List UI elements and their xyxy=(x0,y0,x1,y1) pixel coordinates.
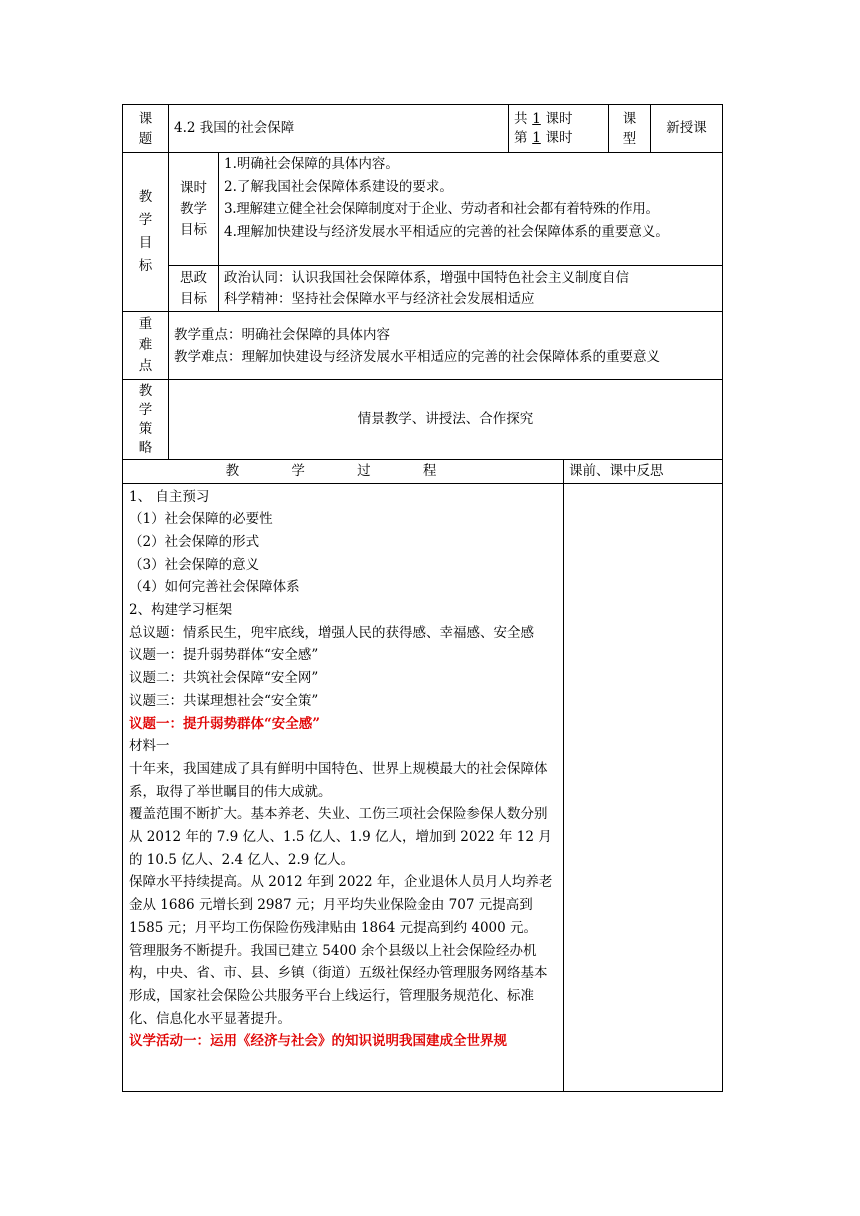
process-line: （4）如何完善社会保障体系 xyxy=(129,579,300,596)
class-hours xyxy=(509,105,609,153)
lesson-type-label-text: 课型 xyxy=(622,110,637,147)
process-line: 议题二：共筑社会保障“安全网” xyxy=(129,670,319,687)
ideology-objectives-label-text: 思政目标 xyxy=(180,269,207,307)
lesson-objectives-label-text: 课时教学目标 xyxy=(180,179,207,238)
hours-current-prefix: 第 xyxy=(514,129,528,146)
process-line: 材料一 xyxy=(129,738,170,755)
objective-item: 4.理解加快建设与经济发展水平相适应的完善的社会保障体系的重要意义。 xyxy=(224,223,669,240)
process-line: （3）社会保障的意义 xyxy=(129,556,260,573)
process-line: 议题一：提升弱势群体“安全感” xyxy=(129,715,321,732)
process-line: 议题三：共谋理想社会“安全策” xyxy=(129,692,319,709)
reflection-body xyxy=(564,483,723,1091)
process-line: 1、 自主预习 xyxy=(129,488,210,505)
lesson-objectives xyxy=(219,153,723,266)
process-line: 覆盖范围不断扩大。基本养老、失业、工伤三项社会保险参保人数分别从 2012 年的 7.9 亿人、1.5 亿人、1.9 亿人，增加到 2022 年 12 月的 10.5 亿人、2.4 亿人、2.9 亿人。 xyxy=(129,806,552,868)
teaching-difficulty: 教学难点：理解加快建设与经济发展水平相适应的完善的社会保障体系的重要意义 xyxy=(174,348,660,365)
topic-label xyxy=(123,105,169,153)
process-line: （1）社会保障的必要性 xyxy=(129,511,273,528)
lesson-type-label xyxy=(609,105,651,153)
objectives-label xyxy=(123,153,169,312)
hours-current-num: 1 xyxy=(532,129,541,146)
process-body xyxy=(123,483,564,1091)
process-line: 保障水平持续提高。从 2012 年到 2022 年，企业退休人员月人均养老金从 1686 元增长到 2987 元；月平均失业保险金由 707 元提高到 1585 元；月平均工伤保险伤残津贴由 1864 元提高到约 4000 元。 xyxy=(129,874,553,936)
process-line: 2、构建学习框架 xyxy=(129,602,233,619)
hours-total-prefix: 共 xyxy=(514,110,528,127)
strategy-label-text: 教学策略 xyxy=(138,382,153,456)
key-points-label xyxy=(123,312,169,380)
ideology-item: 科学精神：坚持社会保障水平与经济社会发展相适应 xyxy=(224,290,535,307)
ideology-item: 政治认同：认识我国社会保障体系，增强中国特色社会主义制度自信 xyxy=(224,269,629,286)
process-line: 议学活动一：运用《经济与社会》的知识说明我国建成全世界规 xyxy=(129,1033,507,1050)
process-header-text: 教 学 过 程 xyxy=(225,463,461,479)
lesson-info-table xyxy=(122,104,723,460)
lesson-objectives-label xyxy=(169,153,219,266)
hours-current-suffix: 课时 xyxy=(545,129,573,146)
objective-item: 2.了解我国社会保障体系建设的要求。 xyxy=(224,178,453,195)
strategy-value: 情景教学、讲授法、合作探究 xyxy=(169,380,723,460)
lesson-type-value: 新授课 xyxy=(651,105,723,153)
topic-value: 4.2 我国的社会保障 xyxy=(169,105,509,153)
hours-total-suffix: 课时 xyxy=(545,110,573,127)
process-line: （2）社会保障的形式 xyxy=(129,533,260,550)
objective-item: 3.理解建立健全社会保障制度对于企业、劳动者和社会都有着特殊的作用。 xyxy=(224,201,659,217)
key-points xyxy=(169,312,723,380)
hours-total-num: 1 xyxy=(532,110,541,127)
process-line: 议题一：提升弱势群体“安全感” xyxy=(129,647,319,664)
process-table xyxy=(122,459,723,1092)
process-line: 管理服务不断提升。我国已建立 5400 余个县级以上社会保险经办机构，中央、省、市、县、乡镇（街道）五级社保经办管理服务网络基本形成，国家社会保险公共服务平台上线运行，管理服务规范化、标准化、信息化水平显著提升。 xyxy=(129,942,548,1027)
teaching-focus: 教学重点：明确社会保障的具体内容 xyxy=(174,326,390,343)
objective-item: 1.明确社会保障的具体内容。 xyxy=(224,156,399,172)
objectives-label-text: 教学目标 xyxy=(138,189,153,274)
reflection-header: 课前、课中反思 xyxy=(564,460,723,484)
key-points-label-text: 重难点 xyxy=(138,316,153,374)
strategy-label xyxy=(123,380,169,460)
process-line: 总议题：情系民生，兜牢底线，增强人民的获得感、幸福感、安全感 xyxy=(129,624,534,641)
hours-total xyxy=(514,110,603,129)
process-header xyxy=(123,460,564,484)
ideology-objectives-label xyxy=(169,266,219,312)
process-line: 十年来，我国建成了具有鲜明中国特色、世界上规模最大的社会保障体系，取得了举世瞩目的伟大成就。 xyxy=(129,760,548,800)
hours-current xyxy=(514,129,603,148)
ideology-objectives xyxy=(219,266,723,312)
topic-label-text: 课题 xyxy=(138,110,153,147)
